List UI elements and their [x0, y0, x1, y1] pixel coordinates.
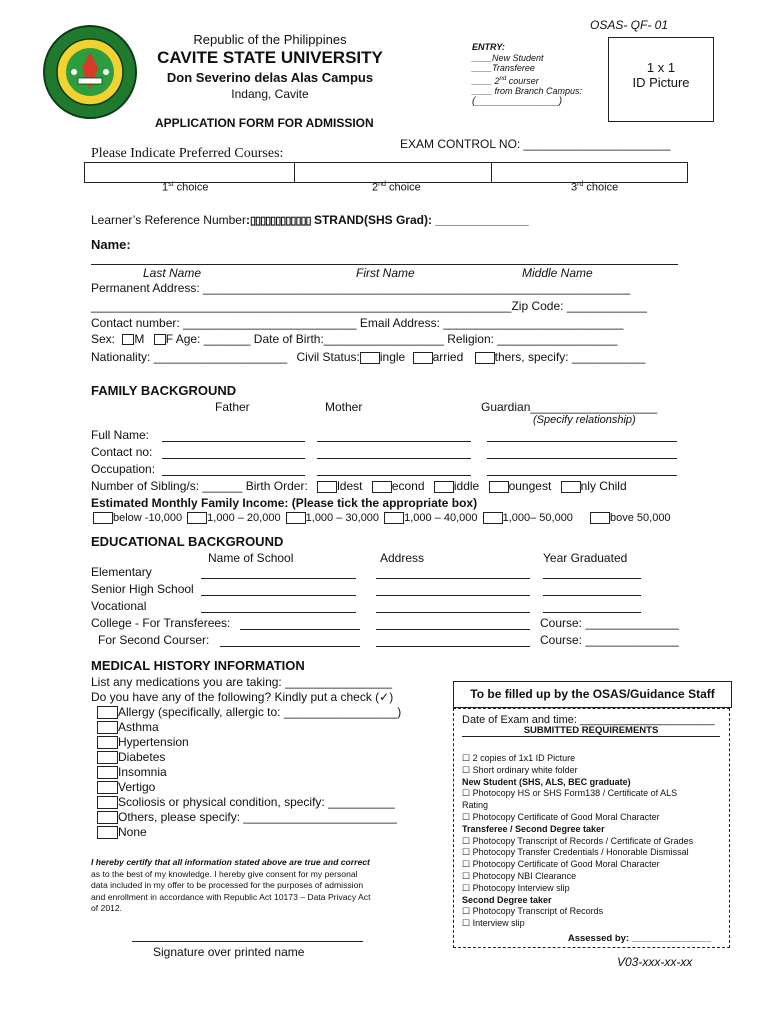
civil-married-label: arried: [432, 350, 464, 364]
birth-order-eldest-checkbox[interactable]: [317, 481, 337, 493]
family-background-title: FAMILY BACKGROUND: [91, 383, 237, 398]
requirement-item[interactable]: Rating: [462, 800, 489, 811]
occupation-label: Occupation:: [91, 462, 156, 476]
income-20001-30000-label: 1,000 – 30,000: [305, 512, 380, 524]
vocational-school-field[interactable]: [201, 612, 356, 613]
requirement-item[interactable]: ☐ Short ordinary white folder: [462, 764, 578, 775]
civil-others-field[interactable]: thers, specify: ___________: [494, 350, 646, 364]
condition-hypertension-label: Hypertension: [118, 735, 189, 749]
condition-diabetes: [97, 750, 401, 765]
requirements-group-heading: Transferee / Second Degree taker: [462, 823, 605, 834]
course-choice-1-field[interactable]: [85, 163, 295, 182]
republic-line: Republic of the Philippines: [193, 32, 347, 47]
condition-none: [97, 825, 401, 840]
conditions-list: [97, 705, 401, 840]
form-code: OSAS- QF- 01: [590, 18, 669, 32]
permanent-address-field[interactable]: Permanent Address: ________________________________________________________________: [91, 281, 631, 295]
income-above-50000-label: bove 50,000: [610, 512, 671, 524]
condition-others: [97, 810, 401, 825]
elementary-address-field[interactable]: [376, 578, 530, 579]
second-courser-address-field[interactable]: [376, 646, 530, 647]
condition-vertigo-checkbox[interactable]: [97, 781, 118, 794]
certification-line-3: data included in my offer to be processed for the purposes of admission: [91, 880, 364, 890]
birth-order-middle-checkbox[interactable]: [434, 481, 454, 493]
requirements-list: [462, 753, 693, 930]
contact-no-label: Contact no:: [91, 445, 153, 459]
condition-allergy-checkbox[interactable]: [97, 706, 118, 719]
choice-1-label: 1st choice: [162, 181, 209, 194]
guardian-relationship-note: (Specify relationship): [533, 414, 636, 426]
birth-order-second-checkbox[interactable]: [372, 481, 392, 493]
condition-scoliosis-checkbox[interactable]: [97, 796, 118, 809]
birth-order-second-label: econd: [391, 479, 425, 493]
civil-single-checkbox[interactable]: [360, 352, 380, 364]
preferred-courses-title: Please Indicate Preferred Courses:: [91, 146, 284, 161]
condition-asthma: [97, 720, 401, 735]
college-school-field[interactable]: [240, 629, 360, 630]
certification-text: [91, 857, 431, 915]
college-address-field[interactable]: [376, 629, 530, 630]
signature-label: Signature over printed name: [153, 945, 305, 959]
requirement-item[interactable]: ☐ Photocopy Transcript of Records: [462, 906, 604, 917]
medical-history-title: MEDICAL HISTORY INFORMATION: [91, 658, 305, 673]
strand-field[interactable]: STRAND(SHS Grad): ______________: [310, 213, 529, 227]
condition-others-label[interactable]: Others, please specify: _______________________: [118, 810, 397, 824]
mother-column-label: Mother: [325, 400, 363, 414]
birth-order-eldest-label: ldest: [337, 479, 363, 493]
staff-requirements-box: [453, 708, 730, 948]
requirement-item[interactable]: ☐ 2 copies of 1x1 ID Picture: [462, 753, 576, 763]
second-courser-school-field[interactable]: [220, 646, 360, 647]
requirement-item[interactable]: ☐ Photocopy Transcript of Records / Certificate of Grades: [462, 835, 694, 846]
condition-asthma-checkbox[interactable]: [97, 721, 118, 734]
shs-address-field[interactable]: [376, 595, 530, 596]
certification-line-2: as to the best of my knowledge. I hereby give consent for my personal: [91, 868, 358, 879]
requirement-item[interactable]: ☐ Photocopy Interview slip: [462, 882, 570, 893]
second-courser-label: For Second Courser:: [98, 633, 210, 647]
condition-insomnia: [97, 765, 401, 780]
sex-male-checkbox[interactable]: [122, 334, 134, 345]
shs-school-field[interactable]: [201, 595, 356, 596]
college-course-field[interactable]: Course: ______________: [540, 616, 679, 630]
mother-full-name-field[interactable]: [317, 441, 471, 442]
father-full-name-field[interactable]: [162, 441, 305, 442]
requirement-item[interactable]: ☐ Photocopy NBI Clearance: [462, 870, 577, 881]
staff-box-title-box: [453, 681, 732, 708]
income-10001-20000-checkbox[interactable]: [187, 512, 207, 524]
school-column-label: Name of School: [208, 551, 294, 565]
footer-code: V03-xxx-xx-xx: [617, 955, 693, 969]
vocational-address-field[interactable]: [376, 612, 530, 613]
entry-title: ENTRY:: [472, 42, 505, 52]
college-transferee-label: College - For Transferees:: [91, 616, 231, 630]
full-name-label: Full Name:: [91, 428, 150, 442]
income-options-row: [93, 512, 671, 524]
income-10001-20000-label: 1,000 – 20,000: [207, 512, 281, 524]
course-choice-2-field[interactable]: [295, 163, 492, 182]
father-occupation-field[interactable]: [162, 475, 305, 476]
year-column-label: Year Graduated: [543, 551, 628, 565]
id-picture-box[interactable]: [608, 37, 714, 122]
university-name: CAVITE STATE UNIVERSITY: [157, 48, 383, 67]
submitted-requirements-title: SUBMITTED REQUIREMENTS: [462, 725, 720, 737]
id-picture-size: 1 x 1: [646, 60, 676, 75]
first-name-label: First Name: [356, 266, 415, 280]
guardian-column-label[interactable]: Guardian___________________: [481, 400, 658, 414]
condition-allergy: [97, 705, 401, 720]
certification-bold-line: I hereby certify that all information stated above are true and correct: [91, 857, 370, 867]
requirement-item[interactable]: ☐ Photocopy Transfer Credentials / Honorable Dismissal: [462, 847, 689, 858]
assessed-by-field[interactable]: Assessed by: _______________: [567, 933, 711, 944]
condition-scoliosis-label[interactable]: Scoliosis or physical condition, specify: __________: [118, 795, 395, 809]
birth-order-only-child-label: nly Child: [580, 479, 627, 493]
sex-female-checkbox[interactable]: [154, 334, 166, 345]
father-column-label: Father: [215, 400, 250, 414]
entry-transferee[interactable]: ____Transferee: [472, 63, 535, 73]
guardian-occupation-field[interactable]: [487, 475, 677, 476]
entry-second-courser[interactable]: ____ 2nd courser: [472, 75, 539, 86]
income-20001-30000-checkbox[interactable]: [286, 512, 306, 524]
requirements-group-heading: Second Degree taker: [462, 894, 552, 905]
income-below-10000-checkbox[interactable]: [93, 512, 113, 524]
course-choices-table: [84, 162, 688, 183]
university-seal-logo: [42, 24, 138, 120]
birth-order-only-child-checkbox[interactable]: [561, 481, 581, 493]
lrn-boxes[interactable]: ▯▯▯▯▯▯▯▯▯▯▯▯: [249, 215, 311, 227]
guardian-full-name-field[interactable]: [487, 441, 677, 442]
address-zip-field[interactable]: _______________________________________________________________Zip Code: ____________: [91, 299, 647, 313]
civil-others-checkbox[interactable]: [475, 352, 495, 364]
exam-control-field[interactable]: EXAM CONTROL NO: ______________________: [400, 137, 671, 151]
entry-branch-blank[interactable]: (_______________): [472, 95, 563, 107]
civil-married-checkbox[interactable]: [413, 352, 433, 364]
condition-scoliosis: [97, 795, 401, 810]
entry-block: [472, 42, 582, 107]
shs-label: Senior High School: [91, 582, 194, 596]
signature-line[interactable]: [132, 941, 363, 942]
condition-none-checkbox[interactable]: [97, 826, 118, 839]
requirement-item[interactable]: ☐ Photocopy Certificate of Good Moral Character: [462, 859, 660, 870]
civil-single-label: ingle: [379, 350, 406, 364]
condition-vertigo: [97, 780, 401, 795]
condition-vertigo-label: Vertigo: [118, 780, 156, 794]
conditions-prompt: Do you have any of the following? Kindly put a check (✓): [91, 690, 394, 704]
vocational-year-field[interactable]: [543, 612, 641, 613]
name-title: Name:: [91, 237, 131, 252]
father-contact-field[interactable]: [162, 458, 305, 459]
id-picture-label: ID Picture: [632, 75, 690, 90]
sex-row: Sex: M F Age: _______ Date of Birth:__________________ Religion: __________________: [91, 332, 618, 346]
educational-background-title: EDUCATIONAL BACKGROUND: [91, 534, 284, 549]
shs-year-field[interactable]: [543, 595, 641, 596]
nationality-row: [91, 350, 645, 364]
choice-3-label: 3rd choice: [571, 181, 619, 194]
condition-insomnia-checkbox[interactable]: [97, 766, 118, 779]
elementary-school-field[interactable]: [201, 578, 356, 579]
choice-2-label: 2nd choice: [372, 181, 421, 194]
income-40001-50000-label: 1,000– 50,000: [502, 512, 573, 524]
siblings-field[interactable]: Number of Sibling/s: ______ Birth Order:: [91, 479, 308, 493]
campus-location: Indang, Cavite: [231, 87, 309, 101]
requirements-group-heading: New Student (SHS, ALS, BEC graduate): [462, 776, 631, 787]
condition-insomnia-label: Insomnia: [118, 765, 167, 779]
civil-status-label: Civil Status:: [296, 350, 360, 364]
nationality-field[interactable]: Nationality: ____________________: [91, 350, 288, 364]
condition-diabetes-checkbox[interactable]: [97, 751, 118, 764]
income-40001-50000-checkbox[interactable]: [483, 512, 503, 524]
guardian-contact-field[interactable]: [487, 458, 677, 459]
elementary-label: Elementary: [91, 565, 152, 579]
income-30001-40000-label: 1,000 – 40,000: [404, 512, 478, 524]
condition-hypertension: [97, 735, 401, 750]
income-below-10000-label: below -10,000: [113, 512, 183, 524]
condition-asthma-label: Asthma: [118, 720, 159, 734]
condition-none-label: None: [118, 825, 147, 839]
elementary-year-field[interactable]: [543, 578, 641, 579]
staff-box-title: To be filled up by the OSAS/Guidance Staff: [470, 687, 715, 701]
siblings-birth-order-row: [91, 479, 627, 493]
mother-occupation-field[interactable]: [317, 475, 471, 476]
certification-line-4: and enrollment in accordance with Republic Act 10173 – Data Privacy Act: [91, 891, 371, 902]
middle-name-label: Middle Name: [522, 266, 593, 280]
address-column-label: Address: [380, 551, 425, 565]
campus-name: Don Severino delas Alas Campus: [166, 70, 374, 85]
name-line[interactable]: [91, 264, 678, 265]
birth-order-youngest-label: oungest: [508, 479, 552, 493]
birth-order-youngest-checkbox[interactable]: [489, 481, 509, 493]
course-choice-3-field[interactable]: [492, 163, 687, 182]
lrn-label: Learner’s Reference Number: [91, 213, 246, 227]
contact-email-row[interactable]: Contact number: __________________________ Email Address: ___________________________: [91, 316, 624, 330]
condition-hypertension-checkbox[interactable]: [97, 736, 118, 749]
last-name-label: Last Name: [143, 266, 202, 280]
lrn-row[interactable]: Learner’s Reference Number:▯▯▯▯▯▯▯▯▯▯▯▯ STRAND(SHS Grad): ______________: [91, 213, 529, 227]
medications-field[interactable]: List any medications you are taking: ________________: [91, 675, 392, 689]
requirement-item[interactable]: ☐ Photocopy HS or SHS Form138 / Certificate of ALS: [462, 788, 678, 799]
requirement-item[interactable]: ☐ Photocopy Certificate of Good Moral Character: [462, 811, 660, 822]
second-courser-course-field[interactable]: Course: ______________: [540, 633, 679, 647]
form-title: APPLICATION FORM FOR ADMISSION: [155, 116, 374, 130]
entry-branch-campus[interactable]: ____ from Branch Campus:: [472, 86, 583, 96]
mother-contact-field[interactable]: [317, 458, 471, 459]
condition-others-checkbox[interactable]: [97, 811, 118, 824]
date-of-exam-field[interactable]: Date of Exam and time: ______________________: [462, 714, 715, 726]
birth-order-middle-label: iddle: [453, 479, 480, 493]
certification-line-5: of 2012.: [91, 903, 123, 913]
income-above-50000-checkbox[interactable]: [590, 512, 610, 524]
entry-new-student[interactable]: ____New Student: [472, 52, 544, 63]
income-title: Estimated Monthly Family Income: (Please tick the appropriate box): [91, 496, 478, 510]
vocational-label: Vocational: [91, 599, 147, 613]
requirement-item[interactable]: ☐ Interview slip: [462, 918, 525, 929]
sex-female-age-dob-religion[interactable]: F Age: _______ Date of Birth:__________________ Religion: __________________: [165, 332, 618, 346]
sex-male-label: M: [134, 332, 145, 346]
condition-allergy-label[interactable]: Allergy (specifically, allergic to: _________________): [118, 705, 402, 719]
income-30001-40000-checkbox[interactable]: [384, 512, 404, 524]
condition-diabetes-label: Diabetes: [118, 750, 166, 764]
